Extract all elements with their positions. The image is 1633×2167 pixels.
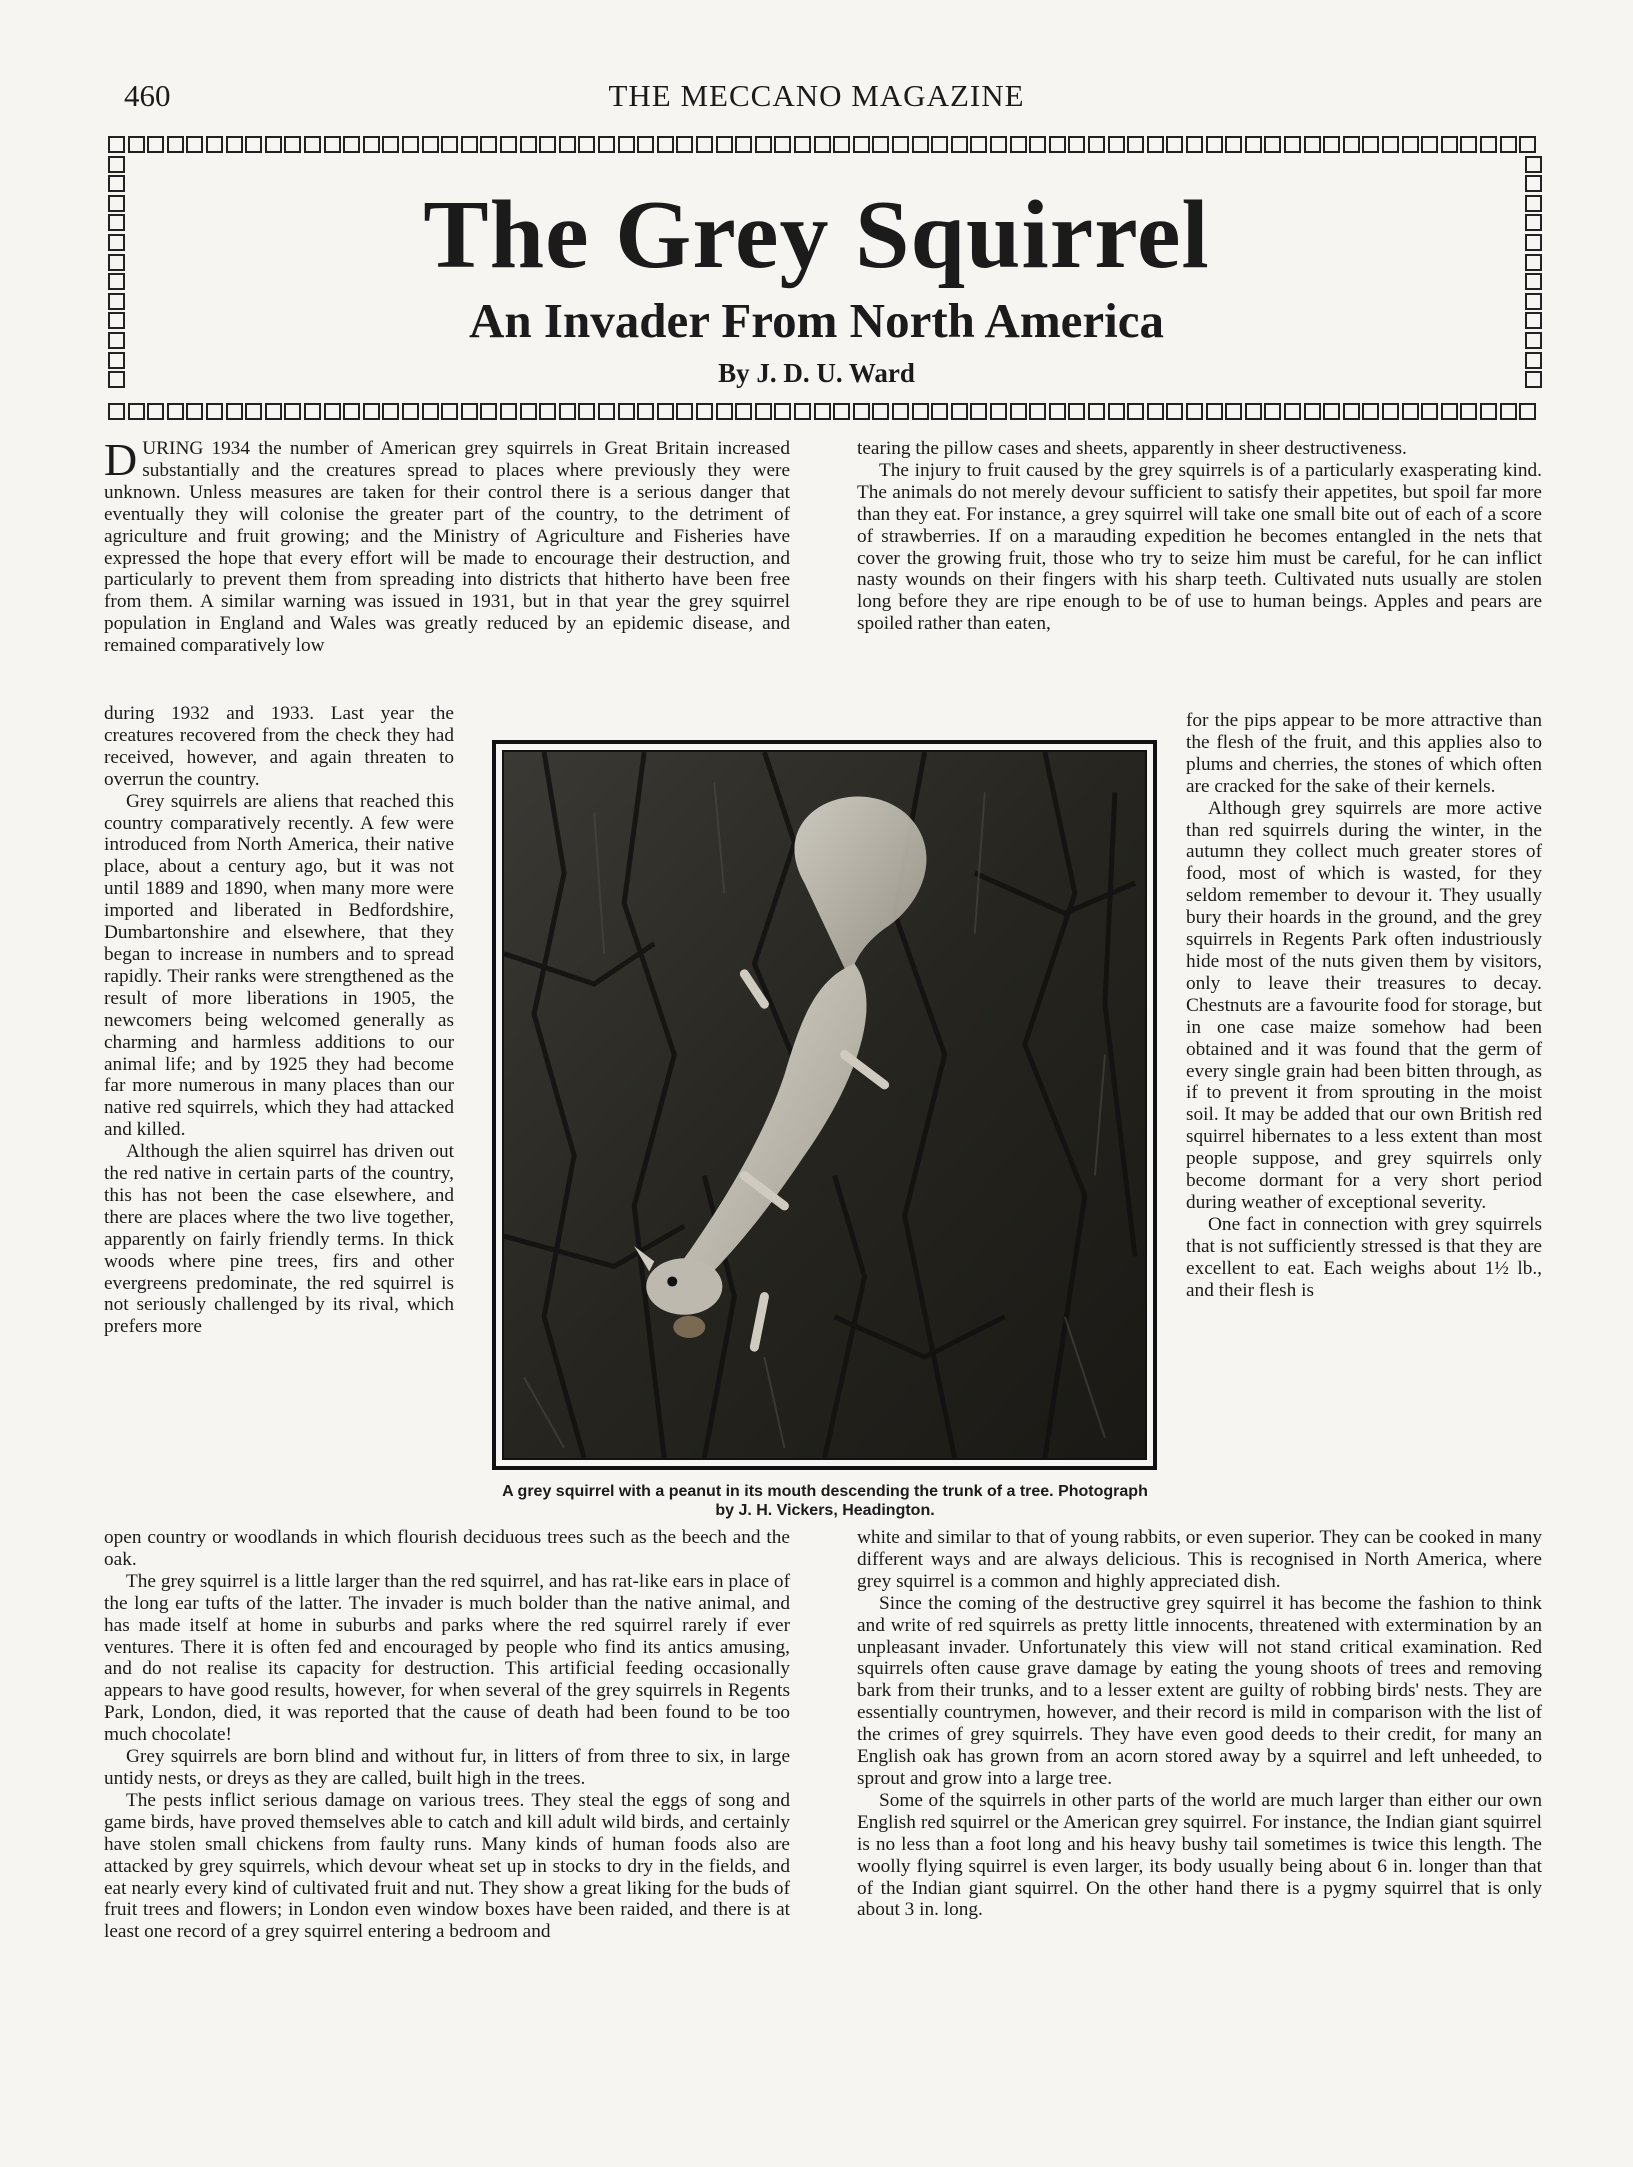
border-square (167, 136, 184, 153)
border-square (343, 403, 360, 420)
paragraph: The injury to fruit caused by the grey squirrels is of a particularly exasperating kind. The animals do not merely devour sufficient to satisfy their appetites, but spoil far more than they eat. For instance, a grey squirrel will take one small bite out of each of a score of strawberries. If on a marauding expedition he becomes entangled in the nets that cover the growing fruit, those who try to seize him must be careful, for he can inflict nasty wounds on their fingers with his sharp teeth. Cultivated nuts usually are stolen long before they are ripe enough to be of use to human beings. Apples and pears are spoiled rather than eaten, (857, 459, 1542, 635)
border-square (1108, 136, 1125, 153)
border-square (1245, 136, 1262, 153)
left-column-bottom (104, 1527, 790, 1943)
border-square (1147, 136, 1164, 153)
border-square (931, 403, 948, 420)
border-square (1029, 136, 1046, 153)
border-square (520, 403, 537, 420)
border-square (1186, 136, 1203, 153)
drop-cap: D (104, 434, 138, 485)
border-square (1441, 403, 1458, 420)
border-square (912, 403, 929, 420)
border-square (657, 403, 674, 420)
border-square (500, 403, 517, 420)
border-square (990, 136, 1007, 153)
border-square (755, 403, 772, 420)
border-square (951, 136, 968, 153)
border-square (284, 403, 301, 420)
border-square (108, 156, 125, 173)
border-square (1304, 403, 1321, 420)
border-square (128, 403, 145, 420)
paragraph: The pests inflict serious damage on various trees. They steal the eggs of song and game birds, have proved themselves able to catch and kill adult wild birds, and certainly have stolen small chickens from faulty runs. Many kinds of human foods also are attacked by grey squirrels, which devour wheat set up in stocks to dry in the fields, and eat nearly every kind of cultivated fruit and nut. They show a great liking for the buds of fruit trees and flowers; in London even window boxes have been raided, and there is at least one record of a grey squirrel entering a bedroom and (104, 1789, 790, 1943)
border-square (892, 403, 909, 420)
border-square (735, 136, 752, 153)
border-square (304, 403, 321, 420)
border-square (1186, 403, 1203, 420)
border-square (382, 403, 399, 420)
border-square (1264, 403, 1281, 420)
border-square (226, 136, 243, 153)
photo-caption (480, 1482, 1170, 1520)
squirrel-photograph (492, 740, 1157, 1470)
border-square (1010, 136, 1027, 153)
border-square (500, 136, 517, 153)
article-subtitle: An Invader From North America (469, 293, 1164, 348)
border-square (186, 403, 203, 420)
border-square (1284, 403, 1301, 420)
border-square (245, 136, 262, 153)
paragraph-text: URING 1934 the number of American grey squirrels in Great Britain increased substantially and the creatures spread to places where previously they were unknown. Unless measures are taken for their control there is a serious danger that eventually they will colonise the greater part of the country, to the detriment of agriculture and fruit growing; and the Ministry of Agriculture and Fisheries have expressed the hope that every effort will be made to encourage their destruction, and particularly to prevent them from spreading into districts that hitherto have been free from them. A similar warning was issued in 1931, but in that year the grey squirrel population in England and Wales was greatly reduced by an epidemic disease, and remained comparatively low (104, 438, 790, 657)
border-square (578, 136, 595, 153)
border-square (1284, 136, 1301, 153)
border-square (931, 136, 948, 153)
border-square (520, 136, 537, 153)
border-square (598, 403, 615, 420)
border-square (324, 403, 341, 420)
border-square (461, 136, 478, 153)
border-square (1304, 136, 1321, 153)
paragraph: Grey squirrels are born blind and without fur, in litters of from three to six, in large untidy nests, or dreys as they are called, built high in the trees. (104, 1746, 790, 1789)
border-square (1323, 136, 1340, 153)
paragraph: Grey squirrels are aliens that reached this country comparatively recently. A few were introduced from North America, their native place, about a century ago, but it was not until 1889 and 1890, when many more were imported and liberated in Bedfordshire, Dumbartonshire and elsewhere, that they began to increase in numbers and to spread rapidly. Their ranks were strengthened as the result of more liberations in 1905, the newcomers being welcomed generally as charming and harmless additions to our animal life; and by 1925 they had become far more numerous in many places than our native red squirrels, which they had attacked and killed. (104, 790, 454, 1141)
border-square (696, 403, 713, 420)
border-square (206, 136, 223, 153)
border-square (441, 136, 458, 153)
border-square (755, 136, 772, 153)
border-square (206, 403, 223, 420)
border-square (539, 403, 556, 420)
border-square (1382, 403, 1399, 420)
paragraph: white and similar to that of young rabbits, or even superior. They can be cooked in many different ways and are always delicious. This is recognised in North America, where grey squirrel is a common and highly appreciated dish. (857, 1527, 1542, 1592)
border-square (461, 403, 478, 420)
border-square (833, 136, 850, 153)
border-square (1088, 136, 1105, 153)
border-square (970, 136, 987, 153)
border-square (265, 403, 282, 420)
paragraph: for the pips appear to be more attractive than the flesh of the fruit, and this applies also to plums and cherries, the stones of which often are cracked for the sake of their kernels. (1186, 710, 1542, 797)
border-square (794, 403, 811, 420)
border-square (1068, 136, 1085, 153)
border-square (422, 136, 439, 153)
border-square (1480, 136, 1497, 153)
border-square (1264, 136, 1281, 153)
border-square (265, 136, 282, 153)
border-square (637, 403, 654, 420)
border-square (1421, 403, 1438, 420)
border-square (343, 136, 360, 153)
left-column-top (104, 434, 790, 657)
border-square (226, 403, 243, 420)
border-square (1460, 403, 1477, 420)
border-square (147, 136, 164, 153)
border-square (284, 136, 301, 153)
border-square (422, 403, 439, 420)
border-square (676, 136, 693, 153)
border-square (1127, 403, 1144, 420)
border-square (716, 136, 733, 153)
border-square (1500, 403, 1517, 420)
border-square (853, 136, 870, 153)
border-square (1362, 136, 1379, 153)
border-square (1362, 403, 1379, 420)
border-square (618, 136, 635, 153)
border-square (1166, 136, 1183, 153)
border-square (951, 403, 968, 420)
border-square (559, 136, 576, 153)
paragraph (104, 434, 790, 657)
magazine-title: THE MECCANO MAGAZINE (608, 78, 1025, 113)
border-square (128, 136, 145, 153)
border-square (637, 136, 654, 153)
border-square (1480, 403, 1497, 420)
left-column-narrow (104, 703, 454, 1338)
border-square (363, 136, 380, 153)
paragraph: tearing the pillow cases and sheets, apparently in sheer destructiveness. (857, 438, 1407, 459)
border-square (186, 136, 203, 153)
border-square (1343, 403, 1360, 420)
right-column-bottom (857, 1527, 1542, 1921)
border-square (539, 136, 556, 153)
border-square (402, 136, 419, 153)
border-square (990, 403, 1007, 420)
border-square (598, 136, 615, 153)
border-square (872, 403, 889, 420)
border-square (1010, 403, 1027, 420)
border-square (108, 136, 125, 153)
page-header (0, 78, 1633, 122)
caption-line: by J. H. Vickers, Headington. (715, 1502, 935, 1519)
paragraph: Some of the squirrels in other parts of the world are much larger than either our own English red squirrel or the American grey squirrel. For instance, the Indian giant squirrel is no less than a foot long and his heavy bushy tail sometimes is twice this length. The woolly flying squirrel is even larger, its body usually being about 6 in. longer than that of the Indian giant squirrel. On the other hand there is a pygmy squirrel that is only about 3 in. long. (857, 1789, 1542, 1921)
border-square (1519, 136, 1536, 153)
border-square (853, 403, 870, 420)
border-square (1147, 403, 1164, 420)
border-square (1323, 403, 1340, 420)
right-column-narrow (1186, 710, 1542, 1301)
page-number: 460 (124, 78, 171, 113)
paragraph: open country or woodlands in which flourish deciduous trees such as the beech and the oak. (104, 1527, 790, 1570)
paragraph: during 1932 and 1933. Last year the creatures recovered from the check they had received, however, and again threaten to overrun the country. (104, 703, 454, 790)
border-square (774, 136, 791, 153)
border-square (1343, 136, 1360, 153)
border-square (382, 136, 399, 153)
grey-squirrel-photo-icon (504, 752, 1145, 1458)
border-square (1402, 403, 1419, 420)
border-square (1500, 136, 1517, 153)
caption-line: A grey squirrel with a peanut in its mouth descending the trunk of a tree. Photograph (502, 1483, 1148, 1500)
article-byline: By J. D. U. Ward (718, 358, 915, 388)
border-square (1088, 403, 1105, 420)
article-title: The Grey Squirrel (423, 181, 1210, 289)
right-column-top (857, 438, 1542, 635)
border-square (735, 403, 752, 420)
border-square (1049, 136, 1066, 153)
border-square (892, 136, 909, 153)
border-square (833, 403, 850, 420)
paragraph: One fact in connection with grey squirrels that is not sufficiently stressed is that they are excellent to eat. Each weighs about 1½ lb., and their flesh is (1186, 1213, 1542, 1301)
border-square (814, 136, 831, 153)
border-square (363, 403, 380, 420)
border-square (304, 136, 321, 153)
border-square (1382, 136, 1399, 153)
border-square (108, 403, 125, 420)
border-square (618, 403, 635, 420)
paragraph: Although grey squirrels are more active than red squirrels during the winter, in the autumn they collect much greater stores of food, most of which is wasted, for they seldom remember to devour it. They usually bury their hoards in the ground, and the grey squirrels in Regents Park often industriously hide most of the nuts given them by visitors, only to leave their treasures to decay. Chestnuts are a favourite food for storage, but in one case maize somehow had been obtained and it was found that the germ of every single grain had been bitten through, as if to prevent it from sprouting in the moist soil. It may be added that our own British red squirrel hibernates to a less extent than most people suppose, and grey squirrels only become dormant for a very short period during weather of exceptional severity. (1186, 797, 1542, 1213)
border-square (1245, 403, 1262, 420)
border-square (716, 403, 733, 420)
paragraph: The grey squirrel is a little larger than the red squirrel, and has rat-like ears in place of the long ear tufts of the latter. The invader is much bolder than the native animal, and has made itself at home in suburbs and parks where the red squirrel rarely if ever ventures. There it is often fed and encouraged by people who find its antics amusing, and do not realise its capacity for destruction. This artificial feeding occasionally appears to have good results, however, for when several of the grey squirrels in Regents Park, London, died, it was reported that the cause of death had been found to be too much chocolate! (104, 1570, 790, 1746)
border-square (559, 403, 576, 420)
paragraph: Since the coming of the destructive grey squirrel it has become the fashion to think and write of red squirrels as pretty little innocents, threatened with extermination by an unpleasant invader. Unfortunately this view will not stand critical examination. Red squirrels often cause grave damage by eating the young shoots of trees and removing bark from their trunks, and to a lesser extent are guilty of robbing birds' nests. They are essentially countrymen, however, and their record is mild in comparison with the list of the crimes of grey squirrels. They have even good deeds to their credit, for many an English oak has grown from an acorn stored away by a squirrel and left unheeded, to sprout and grow into a large tree. (857, 1592, 1542, 1789)
border-square (441, 403, 458, 420)
border-square (1206, 136, 1223, 153)
border-square (1225, 403, 1242, 420)
border-square (480, 403, 497, 420)
border-square (1402, 136, 1419, 153)
border-square (676, 403, 693, 420)
border-square (970, 403, 987, 420)
border-square (814, 403, 831, 420)
border-square (1108, 403, 1125, 420)
border-square (1068, 403, 1085, 420)
border-square (1225, 136, 1242, 153)
border-square (1166, 403, 1183, 420)
border-square (872, 136, 889, 153)
border-square (657, 136, 674, 153)
border-square (480, 136, 497, 153)
border-square (696, 136, 713, 153)
border-square (402, 403, 419, 420)
border-square (1421, 136, 1438, 153)
paragraph: Although the alien squirrel has driven out the red native in certain parts of the country, this has not been the case elsewhere, and there are places where the two live together, apparently on fairly friendly terms. In thick woods where pine trees, firs and other evergreens predominate, the red squirrel is not seriously challenged by its rival, which prefers more (104, 1141, 454, 1338)
border-square (324, 136, 341, 153)
border-square (1049, 403, 1066, 420)
border-square (147, 403, 164, 420)
border-square (912, 136, 929, 153)
border-square (1441, 136, 1458, 153)
border-square (1525, 156, 1542, 173)
border-square (774, 403, 791, 420)
border-square (1029, 403, 1046, 420)
border-square (167, 403, 184, 420)
border-square (794, 136, 811, 153)
border-square (1127, 136, 1144, 153)
border-square (1519, 403, 1536, 420)
border-square (1460, 136, 1477, 153)
border-square (1206, 403, 1223, 420)
border-square (245, 403, 262, 420)
border-square (578, 403, 595, 420)
